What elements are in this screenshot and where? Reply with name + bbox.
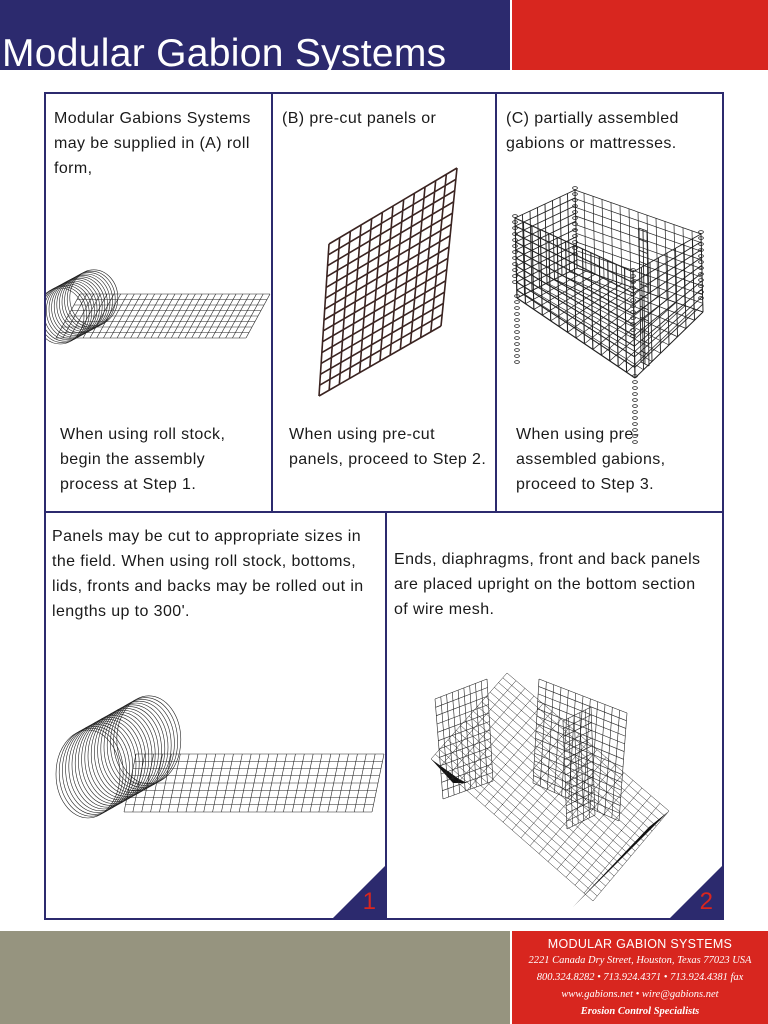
footer-company-name: MODULAR GABION SYSTEMS bbox=[547, 937, 733, 951]
upright-panels-illustration bbox=[423, 671, 675, 907]
wire-mesh-roll-illustration bbox=[50, 254, 272, 340]
panel-note-text: When using pre-cut panels, proceed to Step 2. bbox=[289, 426, 487, 468]
panel-intro-text: Modular Gabions Systems may be supplied in (A) roll form, bbox=[54, 110, 251, 177]
step-number: 2 bbox=[699, 888, 713, 915]
step-number: 1 bbox=[362, 888, 376, 915]
step-corner-badge bbox=[670, 866, 722, 918]
footer-phones: 800.324.8282 • 713.924.4371 • 713.924.4381 fax bbox=[536, 972, 744, 983]
header-accent bbox=[512, 0, 768, 70]
step-text: Ends, diaphragms, front and back panels are placed upright on the bottom section of wire mesh. bbox=[394, 551, 701, 618]
footer-band bbox=[0, 931, 510, 1024]
panel-pre-cut bbox=[271, 92, 497, 513]
unrolled-wire-mesh-illustration bbox=[76, 688, 386, 816]
step-2-panel bbox=[385, 511, 724, 920]
panel-assembled bbox=[495, 92, 724, 513]
panel-note-text: When using pre-assembled gabions, proceed to Step 3. bbox=[516, 426, 666, 493]
footer-address: 2221 Canada Dry Street, Houston, Texas 77023 USA bbox=[528, 955, 752, 966]
panel-intro-text: (C) partially assembled gabions or mattresses. bbox=[506, 110, 679, 152]
panel-note-text: When using roll stock, begin the assembly process at Step 1. bbox=[60, 426, 226, 493]
step-text: Panels may be cut to appropriate sizes in the field. When using roll stock, bottoms, lids, fronts and backs may be rolled out in lengths up to 300'. bbox=[52, 528, 364, 620]
assembled-gabion-basket-illustration bbox=[513, 188, 713, 384]
footer-web: www.gabions.net • wire@gabions.net bbox=[561, 989, 719, 1000]
panel-intro-text: (B) pre-cut panels or bbox=[282, 110, 437, 127]
step-1-panel bbox=[44, 511, 387, 920]
step-corner-badge bbox=[333, 866, 385, 918]
page-title: Modular Gabion Systems bbox=[2, 32, 447, 75]
panel-roll-form bbox=[44, 92, 273, 513]
footer-tagline: Erosion Control Specialists bbox=[580, 1006, 700, 1017]
footer-contact-block bbox=[512, 931, 768, 1024]
pre-cut-mesh-panel-illustration bbox=[317, 166, 459, 398]
